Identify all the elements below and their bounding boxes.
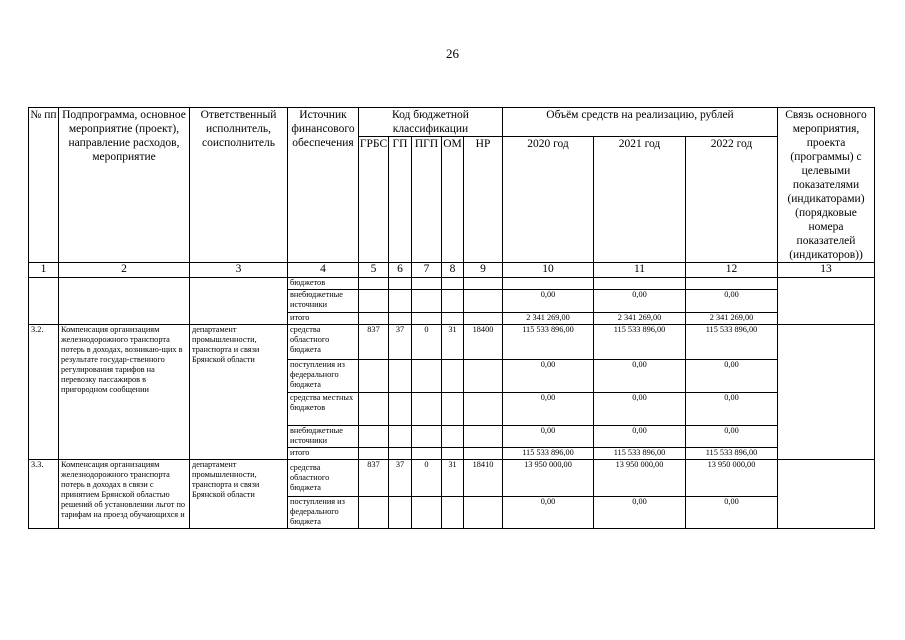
header-subprogram: Подпрограмма, основное мероприятие (проект), направление расходов, мероприятие <box>59 108 190 263</box>
source-cell: поступления из федерального бюджета <box>288 497 359 529</box>
source-cell: внебюджетные источники <box>288 290 359 313</box>
column-number: 6 <box>389 263 412 278</box>
value-2020: 2 341 269,00 <box>503 313 594 325</box>
value-2022: 2 341 269,00 <box>686 313 778 325</box>
value-2022: 0,00 <box>686 360 778 393</box>
source-cell: поступления из федерального бюджета <box>288 360 359 393</box>
item-name: Компенсация организациям железнодорожного транспорта потерь в доходах, возникаю-щих в результате государ-ственного регулирования тарифов на перевозку пассажиров в пригородном сообщении <box>59 325 190 460</box>
value-2021: 115 533 896,00 <box>594 448 686 460</box>
source-cell: бюджетов <box>288 278 359 290</box>
value-2022 <box>686 278 778 290</box>
row-resp-empty <box>190 278 288 325</box>
page-number: 26 <box>446 46 459 61</box>
value-2020: 0,00 <box>503 393 594 426</box>
value-2020: 0,00 <box>503 497 594 529</box>
column-number: 1 <box>29 263 59 278</box>
header-link: Связь основного мероприятия, проекта (программы) с целевыми показателями (индикаторами) (порядковые номера показателей (индикаторов)) <box>778 108 875 263</box>
code-grbs: 837 <box>359 460 389 497</box>
value-2020: 0,00 <box>503 360 594 393</box>
column-number: 13 <box>778 263 875 278</box>
value-2021: 0,00 <box>594 393 686 426</box>
value-2022: 0,00 <box>686 393 778 426</box>
row-num-empty <box>29 278 59 325</box>
value-2022: 13 950 000,00 <box>686 460 778 497</box>
value-2022: 115 533 896,00 <box>686 448 778 460</box>
header-om: ОМ <box>442 137 464 263</box>
link-cell <box>778 460 875 529</box>
item-number: 3.3. <box>29 460 59 529</box>
value-2021: 0,00 <box>594 290 686 313</box>
link-cell <box>778 278 875 325</box>
code-gp: 37 <box>389 460 412 497</box>
source-cell: средства областного бюджета <box>288 325 359 360</box>
value-2020: 115 533 896,00 <box>503 448 594 460</box>
header-responsible: Ответственный исполнитель, соисполнитель <box>190 108 288 263</box>
value-2022: 115 533 896,00 <box>686 325 778 360</box>
header-2022: 2022 год <box>686 137 778 263</box>
table-row <box>29 460 875 497</box>
value-2021: 0,00 <box>594 426 686 448</box>
header-num: № пп <box>29 108 59 263</box>
column-number: 11 <box>594 263 686 278</box>
source-cell: итого <box>288 448 359 460</box>
column-number: 7 <box>412 263 442 278</box>
source-cell: средства областного бюджета <box>288 460 359 497</box>
code-pgp: 0 <box>412 325 442 360</box>
table-row <box>29 278 875 290</box>
header-np: НР <box>464 137 503 263</box>
header-2021: 2021 год <box>594 137 686 263</box>
value-2021: 13 950 000,00 <box>594 460 686 497</box>
source-cell: средства местных бюджетов <box>288 393 359 426</box>
column-numbers-row <box>29 263 875 278</box>
column-number: 4 <box>288 263 359 278</box>
source-cell: внебюджетные источники <box>288 426 359 448</box>
value-2021: 2 341 269,00 <box>594 313 686 325</box>
value-2021: 0,00 <box>594 497 686 529</box>
value-2020: 13 950 000,00 <box>503 460 594 497</box>
value-2022: 0,00 <box>686 290 778 313</box>
item-responsible: департамент промышленности, транспорта и связи Брянской области <box>190 460 288 529</box>
column-number: 5 <box>359 263 389 278</box>
value-2021 <box>594 278 686 290</box>
header-source: Источник финансового обеспечения <box>288 108 359 263</box>
item-number: 3.2. <box>29 325 59 460</box>
column-number: 3 <box>190 263 288 278</box>
code-np: 18410 <box>464 460 503 497</box>
value-2020: 0,00 <box>503 290 594 313</box>
value-2021: 0,00 <box>594 360 686 393</box>
link-cell <box>778 325 875 460</box>
header-2020: 2020 год <box>503 137 594 263</box>
column-number: 8 <box>442 263 464 278</box>
header-grbs: ГРБС <box>359 137 389 263</box>
code-pgp: 0 <box>412 460 442 497</box>
item-name: Компенсация организациям железнодорожного транспорта потерь в доходах в связи с принятием Брянской областью решений об установлении льгот по тарифам на проезд обучающихся и <box>59 460 190 529</box>
item-responsible: департамент промышленности, транспорта и связи Брянской области <box>190 325 288 460</box>
value-2020 <box>503 278 594 290</box>
budget-table <box>28 107 875 529</box>
value-2022: 0,00 <box>686 497 778 529</box>
code-np: 18400 <box>464 325 503 360</box>
column-number: 9 <box>464 263 503 278</box>
source-cell: итого <box>288 313 359 325</box>
code-om: 31 <box>442 460 464 497</box>
header-gp: ГП <box>389 137 412 263</box>
column-number: 12 <box>686 263 778 278</box>
table-row <box>29 325 875 360</box>
header-volume: Объём средств на реализацию, рублей <box>503 108 778 137</box>
header-pgp: ПГП <box>412 137 442 263</box>
code-gp: 37 <box>389 325 412 360</box>
column-number: 2 <box>59 263 190 278</box>
value-2020: 0,00 <box>503 426 594 448</box>
value-2022: 0,00 <box>686 426 778 448</box>
row-name-empty <box>59 278 190 325</box>
column-number: 10 <box>503 263 594 278</box>
header-budget-code: Код бюджетной классификации <box>359 108 503 137</box>
code-grbs: 837 <box>359 325 389 360</box>
value-2021: 115 533 896,00 <box>594 325 686 360</box>
value-2020: 115 533 896,00 <box>503 325 594 360</box>
header-row <box>29 108 875 137</box>
code-om: 31 <box>442 325 464 360</box>
